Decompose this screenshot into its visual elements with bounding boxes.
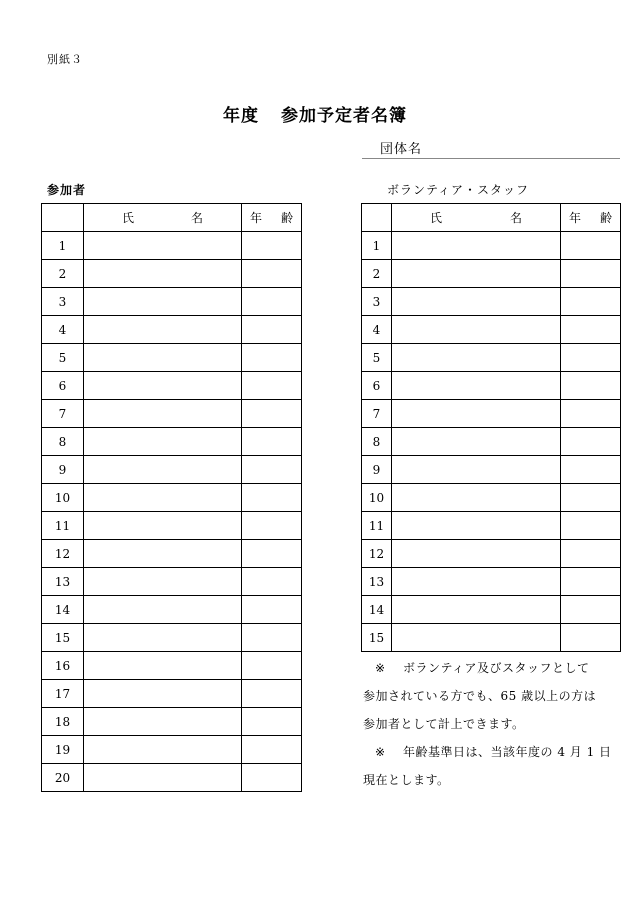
name-cell[interactable]	[392, 232, 561, 260]
table-row	[362, 512, 621, 540]
name-cell[interactable]	[392, 540, 561, 568]
table-row	[42, 540, 302, 568]
note1-line1: ボランティア及びスタッフとして	[403, 661, 590, 675]
age-cell[interactable]	[561, 232, 621, 260]
row-number: 13	[362, 568, 392, 596]
name-cell[interactable]	[84, 680, 242, 708]
table-row	[362, 456, 621, 484]
header-age-2: 齢	[599, 211, 612, 225]
table-row	[42, 400, 302, 428]
volunteers-heading: ボランティア・スタッフ	[387, 183, 530, 197]
row-number: 10	[42, 484, 84, 512]
participants-table	[41, 203, 302, 792]
row-number: 12	[362, 540, 392, 568]
row-number: 1	[42, 232, 84, 260]
name-cell[interactable]	[84, 540, 242, 568]
name-cell[interactable]	[392, 428, 561, 456]
header-name-1: 氏	[122, 211, 135, 225]
row-number: 9	[362, 456, 392, 484]
table-header-row	[362, 204, 621, 232]
name-cell[interactable]	[392, 624, 561, 652]
name-cell[interactable]	[84, 428, 242, 456]
row-number: 3	[42, 288, 84, 316]
age-cell[interactable]	[242, 764, 302, 792]
row-number: 5	[362, 344, 392, 372]
age-cell[interactable]	[242, 736, 302, 764]
name-cell[interactable]	[84, 568, 242, 596]
name-cell[interactable]	[84, 344, 242, 372]
table-row	[42, 680, 302, 708]
name-cell[interactable]	[84, 484, 242, 512]
volunteers-table	[361, 203, 621, 652]
row-number: 12	[42, 540, 84, 568]
row-number: 1	[362, 232, 392, 260]
name-cell[interactable]	[392, 568, 561, 596]
name-cell[interactable]	[84, 456, 242, 484]
row-number: 14	[362, 596, 392, 624]
table-row	[42, 652, 302, 680]
table-row	[42, 596, 302, 624]
age-cell[interactable]	[242, 512, 302, 540]
name-cell[interactable]	[392, 316, 561, 344]
table-row	[362, 288, 621, 316]
table-row	[362, 344, 621, 372]
row-number: 3	[362, 288, 392, 316]
age-cell[interactable]	[561, 540, 621, 568]
row-number: 18	[42, 708, 84, 736]
note2-line1: 年齢基準日は、当該年度の 4 月 1 日	[403, 745, 612, 759]
header-age-cell	[561, 204, 621, 232]
age-cell[interactable]	[242, 652, 302, 680]
age-cell[interactable]	[561, 484, 621, 512]
table-row	[42, 344, 302, 372]
age-cell[interactable]	[561, 260, 621, 288]
table-row	[42, 288, 302, 316]
row-number: 8	[362, 428, 392, 456]
table-row	[42, 764, 302, 792]
group-name-label: 団体名	[380, 142, 423, 157]
title-main: 参加予定者名簿	[281, 106, 407, 126]
participants-heading: 参加者	[47, 183, 87, 197]
note-mark: ※	[375, 661, 386, 675]
row-number: 16	[42, 652, 84, 680]
name-cell[interactable]	[84, 764, 242, 792]
name-cell[interactable]	[84, 596, 242, 624]
row-number: 9	[42, 456, 84, 484]
table-row	[362, 596, 621, 624]
table-row	[362, 540, 621, 568]
name-cell[interactable]	[392, 484, 561, 512]
table-row	[42, 568, 302, 596]
age-cell[interactable]	[242, 372, 302, 400]
age-cell[interactable]	[242, 568, 302, 596]
header-number-cell	[362, 204, 392, 232]
table-row	[362, 624, 621, 652]
name-cell[interactable]	[84, 708, 242, 736]
table-row	[42, 232, 302, 260]
table-header-row	[42, 204, 302, 232]
table-row	[42, 512, 302, 540]
row-number: 11	[42, 512, 84, 540]
table-row	[42, 260, 302, 288]
note1-line3: 参加者として計上できます。	[363, 717, 525, 731]
row-number: 4	[362, 316, 392, 344]
age-cell[interactable]	[242, 428, 302, 456]
table-row	[42, 484, 302, 512]
name-cell[interactable]	[392, 372, 561, 400]
table-row	[362, 484, 621, 512]
note1-line2: 参加されている方でも、65 歳以上の方は	[363, 689, 597, 703]
row-number: 13	[42, 568, 84, 596]
row-number: 7	[362, 400, 392, 428]
age-cell[interactable]	[242, 316, 302, 344]
age-cell[interactable]	[242, 456, 302, 484]
name-cell[interactable]	[84, 736, 242, 764]
row-number: 17	[42, 680, 84, 708]
age-cell[interactable]	[561, 428, 621, 456]
age-cell[interactable]	[242, 624, 302, 652]
header-age-cell	[242, 204, 302, 232]
header-age-1: 年	[250, 211, 263, 225]
age-cell[interactable]	[242, 680, 302, 708]
table-row	[42, 708, 302, 736]
name-cell[interactable]	[392, 344, 561, 372]
name-cell[interactable]	[84, 624, 242, 652]
age-cell[interactable]	[561, 372, 621, 400]
table-row	[42, 456, 302, 484]
note2-line2: 現在とします。	[363, 773, 450, 787]
row-number: 19	[42, 736, 84, 764]
table-row	[42, 372, 302, 400]
name-cell[interactable]	[392, 288, 561, 316]
row-number: 8	[42, 428, 84, 456]
age-cell[interactable]	[561, 456, 621, 484]
name-cell[interactable]	[392, 596, 561, 624]
header-age-2: 齢	[280, 211, 293, 225]
row-number: 4	[42, 316, 84, 344]
notes-block	[363, 654, 623, 794]
document-code: 別紙３	[47, 53, 83, 66]
age-cell[interactable]	[242, 344, 302, 372]
age-cell[interactable]	[561, 400, 621, 428]
age-cell[interactable]	[242, 708, 302, 736]
title-year: 年度	[223, 106, 259, 126]
header-name-cell	[392, 204, 561, 232]
row-number: 2	[362, 260, 392, 288]
age-cell[interactable]	[561, 596, 621, 624]
row-number: 15	[362, 624, 392, 652]
row-number: 6	[362, 372, 392, 400]
age-cell[interactable]	[561, 344, 621, 372]
table-row	[362, 428, 621, 456]
row-number: 20	[42, 764, 84, 792]
age-cell[interactable]	[561, 568, 621, 596]
header-name-1: 氏	[430, 211, 443, 225]
name-cell[interactable]	[84, 652, 242, 680]
age-cell[interactable]	[561, 288, 621, 316]
age-cell[interactable]	[242, 400, 302, 428]
age-cell[interactable]	[561, 512, 621, 540]
header-number-cell	[42, 204, 84, 232]
row-number: 5	[42, 344, 84, 372]
row-number: 15	[42, 624, 84, 652]
age-cell[interactable]	[242, 596, 302, 624]
name-cell[interactable]	[392, 456, 561, 484]
page-title	[0, 101, 630, 126]
age-cell[interactable]	[242, 260, 302, 288]
table-row	[362, 232, 621, 260]
table-row	[362, 400, 621, 428]
row-number: 10	[362, 484, 392, 512]
name-cell[interactable]	[84, 260, 242, 288]
age-cell[interactable]	[242, 540, 302, 568]
name-cell[interactable]	[84, 316, 242, 344]
row-number: 2	[42, 260, 84, 288]
age-cell[interactable]	[561, 624, 621, 652]
age-cell[interactable]	[242, 232, 302, 260]
row-number: 6	[42, 372, 84, 400]
row-number: 7	[42, 400, 84, 428]
table-row	[42, 736, 302, 764]
table-row	[362, 316, 621, 344]
name-cell[interactable]	[84, 288, 242, 316]
table-row	[362, 568, 621, 596]
age-cell[interactable]	[242, 484, 302, 512]
age-cell[interactable]	[561, 316, 621, 344]
header-name-2: 名	[190, 211, 203, 225]
name-cell[interactable]	[84, 372, 242, 400]
note-mark: ※	[375, 745, 386, 759]
name-cell[interactable]	[392, 400, 561, 428]
group-name-field[interactable]	[362, 136, 620, 159]
age-cell[interactable]	[242, 288, 302, 316]
header-name-2: 名	[509, 211, 522, 225]
table-row	[362, 372, 621, 400]
table-row	[362, 260, 621, 288]
table-row	[42, 624, 302, 652]
name-cell[interactable]	[84, 232, 242, 260]
name-cell[interactable]	[84, 400, 242, 428]
name-cell[interactable]	[84, 512, 242, 540]
row-number: 11	[362, 512, 392, 540]
name-cell[interactable]	[392, 512, 561, 540]
table-row	[42, 316, 302, 344]
table-row	[42, 428, 302, 456]
name-cell[interactable]	[392, 260, 561, 288]
row-number: 14	[42, 596, 84, 624]
header-age-1: 年	[569, 211, 582, 225]
header-name-cell	[84, 204, 242, 232]
